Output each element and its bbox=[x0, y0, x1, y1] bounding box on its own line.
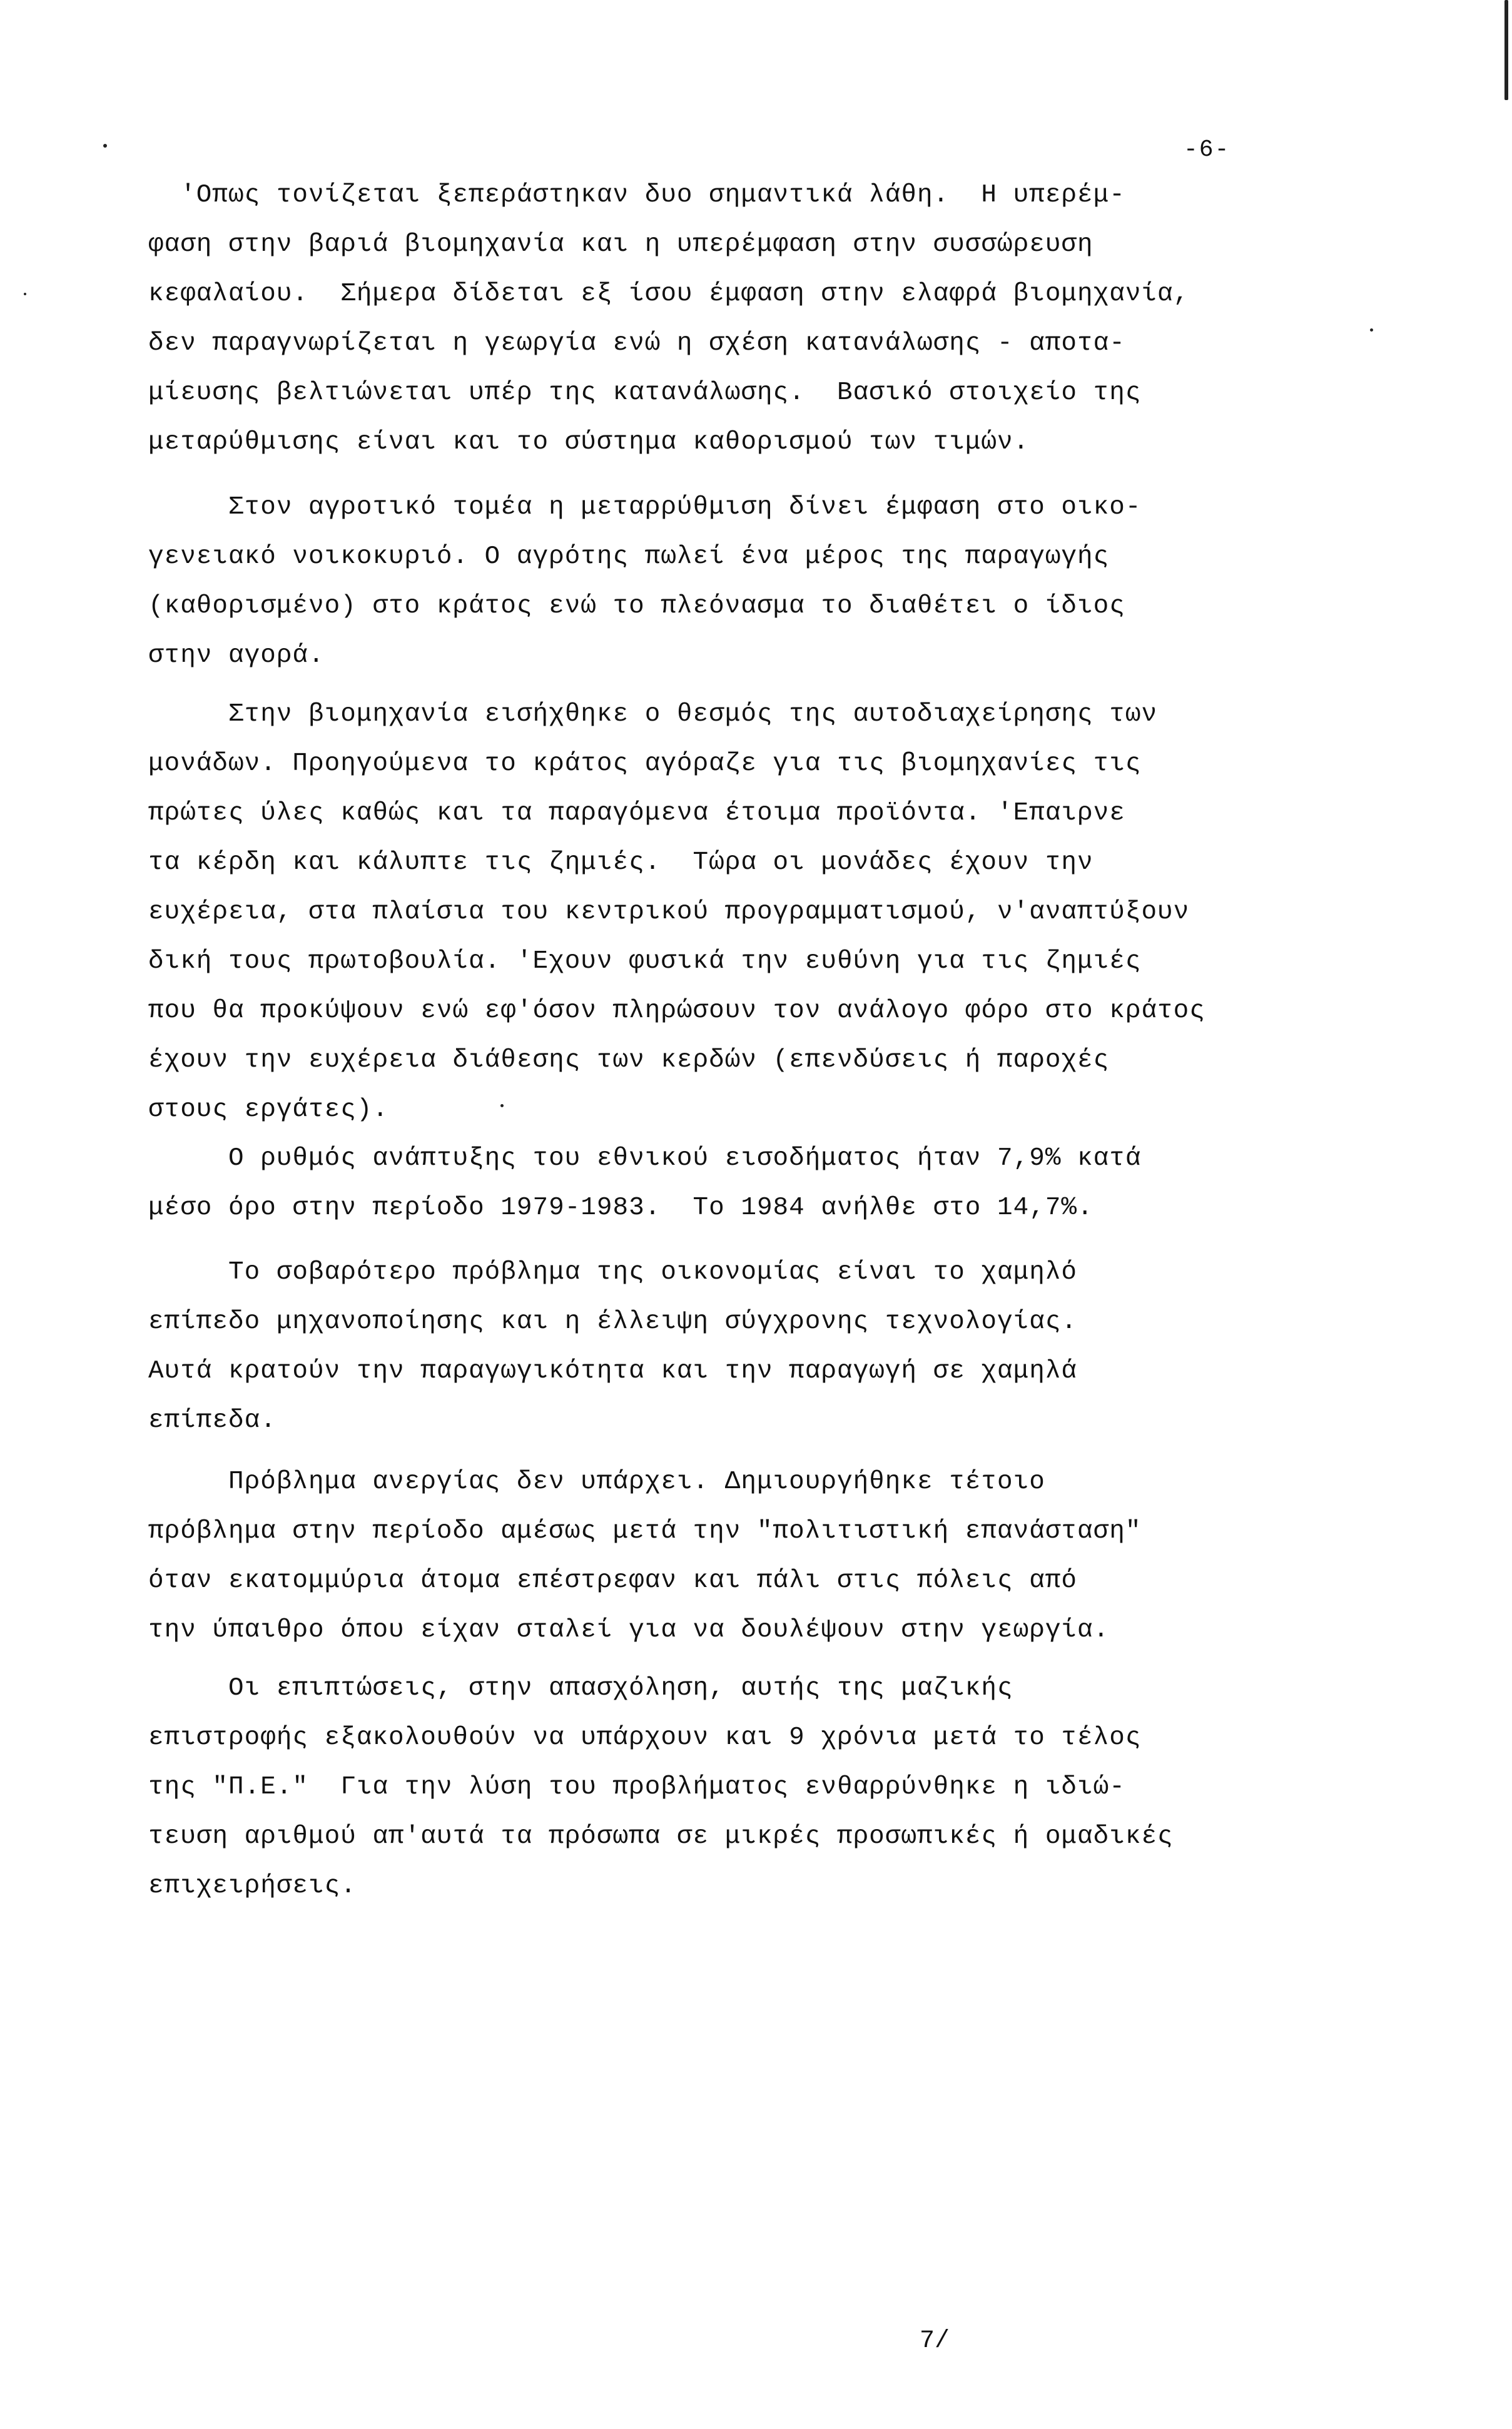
scan-speck bbox=[1370, 328, 1373, 332]
text-line: γενειακό νοικοκυριό. Ο αγρότης πωλεί ένα μέρος της παραγωγής bbox=[148, 542, 1110, 571]
text-line: μέσο όρο στην περίοδο 1979-1983. Το 1984 ανήλθε στο 14,7%. bbox=[148, 1194, 1093, 1222]
paragraph-3 bbox=[148, 690, 1393, 1135]
text-line: 'Οπως τονίζεται ξεπεράστηκαν δυο σημαντικά λάθη. Η υπερέμ- bbox=[148, 181, 1125, 210]
text-line: (καθορισμένο) στο κράτος ενώ το πλεόνασμα το διαθέτει ο ίδιος bbox=[148, 592, 1125, 621]
text-line: Το σοβαρότερο πρόβλημα της οικονομίας είναι το χαμηλό bbox=[148, 1258, 1078, 1287]
paragraph-7 bbox=[148, 1664, 1393, 1911]
text-line: μίευσης βελτιώνεται υπέρ της κατανάλωσης. Βασικό στοιχείο της bbox=[148, 378, 1142, 407]
text-line: πρώτες ύλες καθώς και τα παραγόμενα έτοιμα προϊόντα. 'Επαιρνε bbox=[148, 799, 1125, 828]
paragraph-1 bbox=[148, 171, 1393, 467]
text-line: πρόβλημα στην περίοδο αμέσως μετά την "πολιτιστική επανάσταση" bbox=[148, 1517, 1142, 1546]
text-line: όταν εκατομμύρια άτομα επέστρεφαν και πάλι στις πόλεις από bbox=[148, 1566, 1078, 1595]
text-line: επίπεδο μηχανοποίησης και η έλλειψη σύγχρονης τεχνολογίας. bbox=[148, 1307, 1078, 1336]
text-line: της "Π.Ε." Για την λύση του προβλήματος ενθαρρύνθηκε η ιδιώ- bbox=[148, 1773, 1125, 1802]
text-line: επιχειρήσεις. bbox=[148, 1872, 357, 1900]
text-line: μονάδων. Προηγούμενα το κράτος αγόραζε για τις βιομηχανίες τις bbox=[148, 749, 1142, 778]
text-line: Αυτά κρατούν την παραγωγικότητα και την παραγωγή σε χαμηλά bbox=[148, 1357, 1078, 1386]
text-line: Πρόβλημα ανεργίας δεν υπάρχει. Δημιουργήθηκε τέτοιο bbox=[148, 1468, 1045, 1496]
text-line: που θα προκύψουν ενώ εφ'όσον πληρώσουν τον ανάλογο φόρο στο κράτος bbox=[148, 996, 1205, 1025]
text-line: επίπεδα. bbox=[148, 1406, 277, 1435]
page-number: -6- bbox=[1184, 136, 1230, 163]
text-line: τα κέρδη και κάλυπτε τις ζημιές. Τώρα οι μονάδες έχουν την bbox=[148, 848, 1093, 877]
text-line: Ο ρυθμός ανάπτυξης του εθνικού εισοδήματος ήταν 7,9% κατά bbox=[148, 1144, 1142, 1173]
continuation-marker: 7/ bbox=[920, 2327, 950, 2355]
scan-edge-mark bbox=[1504, 0, 1508, 100]
text-line: δική τους πρωτοβουλία. 'Εχουν φυσικά την ευθύνη για τις ζημιές bbox=[148, 947, 1142, 976]
paragraph-2 bbox=[148, 483, 1393, 681]
paragraph-6 bbox=[148, 1458, 1393, 1655]
text-line: μεταρύθμισης είναι και το σύστημα καθορισμού των τιμών. bbox=[148, 428, 1030, 457]
text-line: έχουν την ευχέρεια διάθεσης των κερδών (επενδύσεις ή παροχές bbox=[148, 1046, 1110, 1075]
text-line: ευχέρεια, στα πλαίσια του κεντρικού προγραμματισμού, ν'αναπτύξουν bbox=[148, 898, 1190, 926]
text-line: δεν παραγνωρίζεται η γεωργία ενώ η σχέση κατανάλωσης - αποτα- bbox=[148, 329, 1125, 358]
text-line: κεφαλαίου. Σήμερα δίδεται εξ ίσου έμφαση στην ελαφρά βιομηχανία, bbox=[148, 280, 1190, 308]
scan-speck bbox=[500, 1104, 504, 1107]
paragraph-4 bbox=[148, 1134, 1393, 1233]
scan-speck bbox=[24, 293, 26, 295]
text-line: επιστροφής εξακολουθούν να υπάρχουν και 9 χρόνια μετά το τέλος bbox=[148, 1723, 1142, 1752]
text-line: στους εργάτες). bbox=[148, 1095, 389, 1124]
text-line: φαση στην βαριά βιομηχανία και η υπερέμφαση στην συσσώρευση bbox=[148, 230, 1093, 259]
text-line: τευση αριθμού απ'αυτά τα πρόσωπα σε μικρές προσωπικές ή ομαδικές bbox=[148, 1822, 1174, 1851]
text-line: Στον αγροτικό τομέα η μεταρρύθμιση δίνει έμφαση στο οικο- bbox=[148, 493, 1142, 522]
text-line: στην αγορά. bbox=[148, 641, 325, 670]
text-line: Οι επιπτώσεις, στην απασχόληση, αυτής της μαζικής bbox=[148, 1674, 1013, 1703]
text-line: την ύπαιθρο όπου είχαν σταλεί για να δουλέψουν στην γεωργία. bbox=[148, 1616, 1110, 1645]
scan-speck bbox=[103, 144, 107, 148]
text-line: Στην βιομηχανία εισήχθηκε ο θεσμός της αυτοδιαχείρησης των bbox=[148, 700, 1158, 729]
paragraph-5 bbox=[148, 1248, 1393, 1446]
